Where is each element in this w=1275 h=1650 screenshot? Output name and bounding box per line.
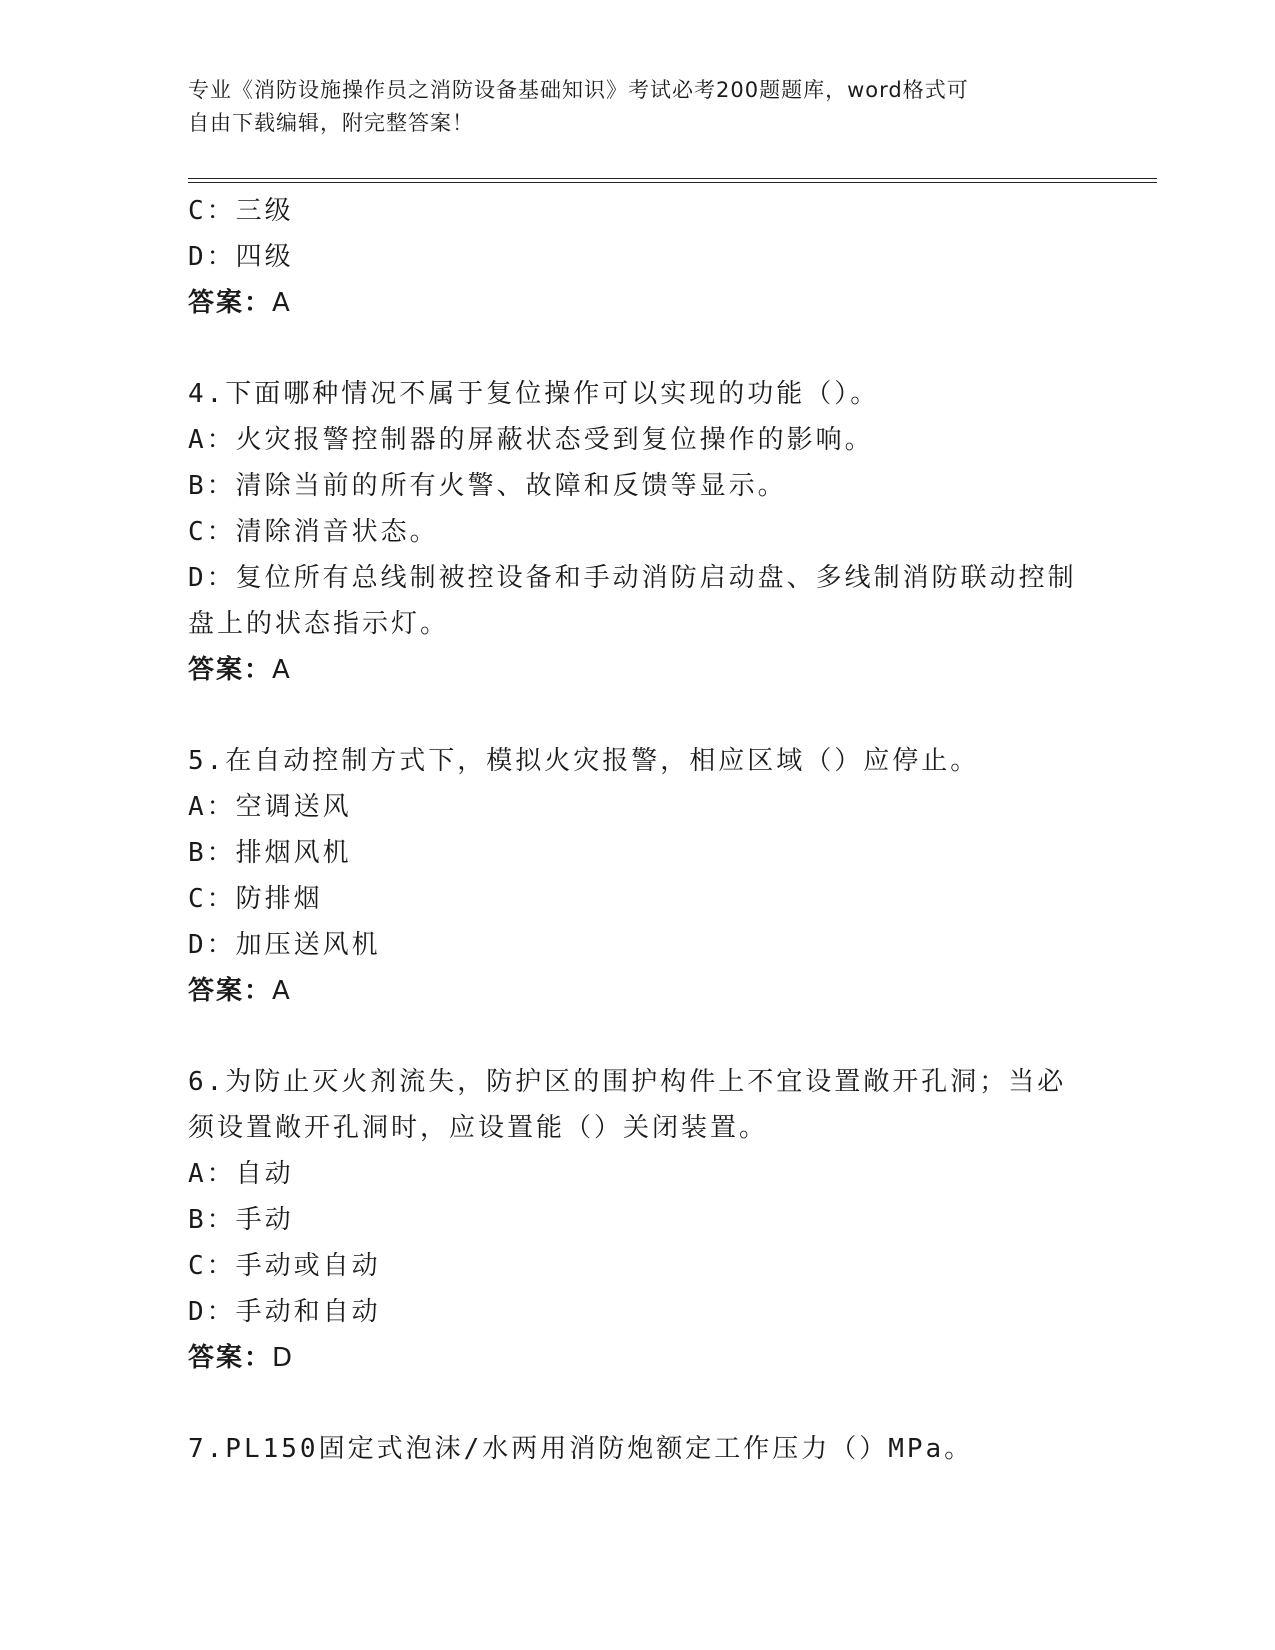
header-rule-top [188,178,1157,179]
option-c: C：防排烟 [188,884,323,914]
answer-line [188,968,1088,1014]
question-stem: 7.PL150固定式泡沫/水两用消防炮额定工作压力（）MPa。 [188,1434,974,1464]
option-d: D：手动和自动 [188,1297,381,1327]
option-c: C：手动或自动 [188,1251,381,1281]
option-b: B：手动 [188,1205,294,1235]
question-6 [188,1059,1088,1381]
question-5 [188,738,1088,1014]
answer-label: 答案： [188,655,273,685]
option-d-continued: 盘上的状态指示灯。 [188,609,450,639]
answer-value: D [272,1343,295,1373]
document-header [188,74,1088,140]
question-stem-continued: 须设置敞开孔洞时，应设置能（）关闭装置。 [188,1113,769,1143]
question-stem: 6.为防止灭火剂流失，防护区的围护构件上不宜设置敞开孔洞；当必 [188,1067,1067,1097]
option-b: B：排烟风机 [188,838,352,868]
header-rule-bottom [188,182,1157,183]
answer-value: A [272,288,292,318]
option-a: A：空调送风 [188,792,352,822]
question-3-tail [188,188,1088,326]
option-d: D：四级 [188,242,294,272]
header-line-1: 专业《消防设施操作员之消防设备基础知识》考试必考200题题库，word格式可 [188,78,969,102]
option-d: D：复位所有总线制被控设备和手动消防启动盘、多线制消防联动控制 [188,563,1077,593]
option-b: B：清除当前的所有火警、故障和反馈等显示。 [188,471,787,501]
header-line-2: 自由下载编辑，附完整答案！ [188,111,474,135]
question-stem: 5.在自动控制方式下，模拟火灾报警，相应区域（）应停止。 [188,746,980,776]
answer-line [188,647,1088,693]
answer-value: A [272,655,292,685]
answer-line [188,1335,1088,1381]
answer-label: 答案： [188,288,273,318]
option-c: C：清除消音状态。 [188,517,439,547]
question-7 [188,1426,1088,1472]
answer-value: A [272,976,292,1006]
option-c: C：三级 [188,196,294,226]
option-a: A：火灾报警控制器的屏蔽状态受到复位操作的影响。 [188,425,874,455]
answer-line [188,280,1088,326]
option-d: D：加压送风机 [188,930,381,960]
option-a: A：自动 [188,1159,294,1189]
answer-label: 答案： [188,1343,273,1373]
answer-label: 答案： [188,976,273,1006]
question-stem: 4.下面哪种情况不属于复位操作可以实现的功能（）。 [188,379,880,409]
question-4 [188,371,1088,693]
question-list [188,188,1088,1472]
